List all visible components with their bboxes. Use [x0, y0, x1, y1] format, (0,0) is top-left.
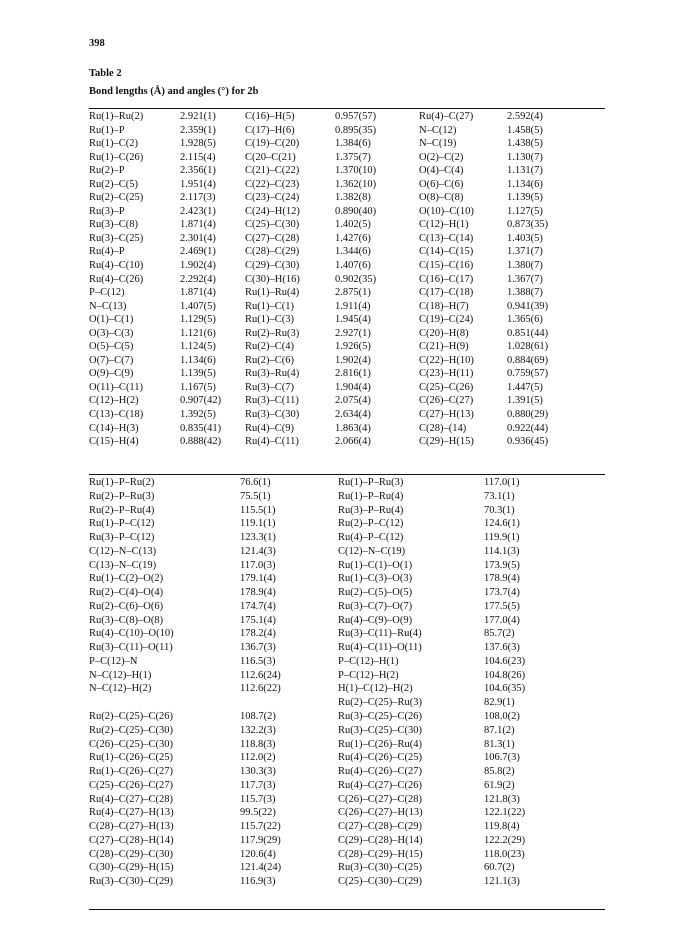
bond-label: Ru(4)–C(11)	[245, 436, 299, 448]
table-caption: Bond lengths (Å) and angles (°) for 2b	[89, 86, 259, 97]
bond-value: 104.6(23)	[484, 655, 526, 667]
bond-label: Ru(3)–C(25)–C(26)	[338, 711, 422, 723]
bond-value: 121.4(3)	[240, 545, 276, 557]
bond-label: Ru(1)–C(1)	[245, 300, 294, 312]
bond-value: 2.356(1)	[180, 165, 216, 177]
bond-value: 2.075(4)	[335, 395, 371, 407]
bond-value: 0.851(44)	[507, 327, 549, 339]
bond-value: 0.957(57)	[335, 111, 377, 122]
bond-value: 1.407(5)	[180, 300, 216, 312]
bond-value: 178.9(4)	[240, 587, 276, 599]
bond-label: C(30)–H(16)	[245, 273, 300, 285]
bond-label: O(6)–C(6)	[419, 178, 464, 190]
bond-label: Ru(4)–P	[89, 246, 125, 258]
bond-value: 121.8(3)	[484, 793, 520, 805]
bond-label: C(13)–C(18)	[89, 409, 144, 421]
page-number: 398	[89, 38, 105, 49]
bond-label: C(22)–H(10)	[419, 354, 474, 366]
bond-value: 2.592(4)	[507, 111, 543, 122]
bond-label: P–C(12)	[89, 287, 125, 299]
bond-label: Ru(1)–P–Ru(3)	[338, 477, 404, 488]
bond-value: 112.6(24)	[240, 669, 281, 681]
bond-label: P–C(12)–N	[89, 655, 138, 667]
bond-label: Ru(2)–P	[89, 165, 125, 177]
bond-value: 1.129(5)	[180, 314, 216, 326]
bond-value: 112.0(2)	[240, 752, 276, 764]
bond-value: 1.871(4)	[180, 219, 216, 231]
bond-label: Ru(3)–C(7)–O(7)	[338, 600, 413, 612]
bond-value: 2.816(1)	[335, 368, 371, 380]
bond-label: Ru(3)–C(25)	[89, 232, 144, 244]
bond-value: 175.1(4)	[240, 614, 276, 626]
bond-value: 122.2(29)	[484, 834, 526, 846]
bond-label: C(27)–H(13)	[419, 409, 474, 421]
bond-value: 87.1(2)	[484, 724, 515, 736]
bond-value: 115.5(1)	[240, 504, 276, 516]
bond-value: 1.402(5)	[335, 219, 371, 231]
bond-value: 124.6(1)	[484, 518, 520, 530]
bond-label: Ru(3)–C(30)–C(25)	[338, 862, 422, 874]
bond-label: C(29)–H(15)	[419, 436, 474, 448]
bond-value: 1.902(4)	[335, 354, 371, 366]
bond-label: C(28)–(14)	[419, 422, 467, 434]
bond-label: Ru(3)–C(11)–Ru(4)	[338, 628, 422, 640]
bond-value: 85.7(2)	[484, 628, 515, 640]
bond-label: C(19)–C(20)	[245, 138, 300, 150]
bond-label: Ru(3)–C(8)–O(8)	[89, 614, 164, 626]
bond-label: C(28)–C(29)	[245, 246, 300, 258]
bond-label: Ru(4)–C(27)–H(13)	[89, 807, 174, 819]
bond-value: 0.936(45)	[507, 436, 549, 448]
bond-label: P–C(12)–H(2)	[338, 669, 399, 681]
bond-label: Ru(1)–P–Ru(2)	[89, 477, 155, 488]
bond-value: 1.382(8)	[335, 192, 371, 204]
bond-value: 2.634(4)	[335, 409, 371, 421]
bond-value: 121.4(24)	[240, 862, 282, 874]
bond-label: C(26)–C(27)–H(13)	[338, 807, 423, 819]
bond-label: Ru(1)–P–Ru(4)	[338, 490, 404, 502]
bond-value: 0.902(35)	[335, 273, 377, 285]
bond-label: Ru(2)–C(25)	[89, 192, 144, 204]
bond-value: 104.6(35)	[484, 683, 526, 695]
bond-label: C(26)–C(27)	[419, 395, 474, 407]
bond-value: 0.888(42)	[180, 436, 222, 448]
bond-label: Ru(3)–C(11)–O(11)	[89, 642, 173, 654]
bond-value: 120.6(4)	[240, 848, 276, 860]
bond-label: C(16)–C(17)	[419, 273, 474, 285]
bond-label: C(21)–C(22)	[245, 165, 300, 177]
bond-value: 2.292(4)	[180, 273, 216, 285]
bond-label: C(20–C(21)	[245, 151, 296, 163]
bond-label: O(5)–C(5)	[89, 341, 134, 353]
bond-value: 1.365(6)	[507, 314, 543, 326]
bond-value: 99.5(22)	[240, 807, 276, 819]
bond-label: Ru(2)–C(6)	[245, 354, 294, 366]
bond-value: 117.7(3)	[240, 779, 276, 791]
bond-label: O(7)–C(7)	[89, 354, 134, 366]
bond-value: 0.907(42)	[180, 395, 222, 407]
bond-label: Ru(2)–C(5)–O(5)	[338, 587, 413, 599]
bond-value: 122.1(22)	[484, 807, 526, 819]
bond-value: 1.384(6)	[335, 138, 371, 150]
bond-label: C(18)–H(7)	[419, 300, 469, 312]
bond-label: C(28)–C(29)–H(15)	[338, 848, 423, 860]
bond-value: 0.873(35)	[507, 219, 549, 231]
bond-value: 178.2(4)	[240, 628, 276, 640]
bond-label: Ru(4)–C(10)	[89, 260, 144, 272]
bond-value: 1.028(61)	[507, 341, 549, 353]
bond-value: 1.367(7)	[507, 273, 543, 285]
bond-label: C(16)–H(5)	[245, 111, 295, 122]
bond-label: C(25)–C(30)–C(29)	[338, 876, 422, 888]
bond-label: Ru(3)–C(30)–C(29)	[89, 876, 173, 888]
bond-label: Ru(3)–C(8)	[89, 219, 138, 231]
bond-label: Ru(1)–C(1)–O(1)	[338, 559, 413, 571]
bond-value: 136.7(3)	[240, 642, 276, 654]
bond-value: 0.922(44)	[507, 422, 549, 434]
bond-value: 76.6(1)	[240, 477, 271, 488]
bond-value: 82.9(1)	[484, 697, 515, 709]
bond-label: Ru(4)–P–C(12)	[338, 532, 404, 544]
bond-label: C(25)–C(26)	[419, 381, 474, 393]
bond-value: 119.8(4)	[484, 821, 520, 833]
bond-label: Ru(1)–Ru(2)	[89, 111, 144, 122]
bond-value: 0.890(40)	[335, 205, 377, 217]
bond-value: 1.370(10)	[335, 165, 377, 177]
bond-label: C(21)–H(9)	[419, 341, 469, 353]
bond-value: 1.904(4)	[335, 381, 371, 393]
bond-label: Ru(3)–C(7)	[245, 381, 294, 393]
bond-value: 108.7(2)	[240, 711, 276, 723]
bond-value: 1.871(4)	[180, 287, 216, 299]
bond-value: 1.391(5)	[507, 395, 543, 407]
bond-label: C(14)–H(3)	[89, 422, 139, 434]
bond-value: 1.902(4)	[180, 260, 216, 272]
bond-value: 1.121(6)	[180, 327, 216, 339]
bond-value: 117.9(29)	[240, 834, 281, 846]
bond-value: 1.167(5)	[180, 381, 216, 393]
bond-label: C(25)–C(30)	[245, 219, 300, 231]
bond-value: 106.7(3)	[484, 752, 520, 764]
bond-label: Ru(1)–C(2)–O(2)	[89, 573, 164, 585]
bond-label: Ru(2)–C(5)	[89, 178, 138, 190]
bond-value: 1.131(7)	[507, 165, 543, 177]
bond-label: Ru(2)–C(6)–O(6)	[89, 600, 164, 612]
bond-label: C(12)–H(2)	[89, 395, 139, 407]
bond-label: Ru(4)–C(10)–O(10)	[89, 628, 174, 640]
bond-label: C(12)–N–C(19)	[338, 545, 406, 557]
bond-label: Ru(4)–C(27)	[419, 111, 474, 122]
bond-label: Ru(3)–C(11)	[245, 395, 299, 407]
bond-label: C(24)–H(12)	[245, 205, 300, 217]
bond-value: 123.3(1)	[240, 532, 276, 544]
bond-value: 75.5(1)	[240, 490, 271, 502]
bond-label: N–C(19)	[419, 138, 457, 150]
bond-label: Ru(4)–C(26)	[89, 273, 144, 285]
bond-value: 2.117(3)	[180, 192, 216, 204]
bond-label: C(22)–C(23)	[245, 178, 300, 190]
bond-value: 61.9(2)	[484, 779, 515, 791]
bond-label: Ru(3)–P–C(12)	[89, 532, 155, 544]
bond-value: 1.427(6)	[335, 232, 371, 244]
bond-value: 2.927(1)	[335, 327, 371, 339]
bond-value: 116.5(3)	[240, 655, 276, 667]
bond-label: Ru(4)–C(9)–O(9)	[338, 614, 413, 626]
bond-label: Ru(1)–C(26)	[89, 151, 144, 163]
bond-value: 85.8(2)	[484, 766, 515, 778]
bond-label: C(19)–C(24)	[419, 314, 474, 326]
bond-label: C(25)–C(26)–C(27)	[89, 779, 173, 791]
bond-value: 1.945(4)	[335, 314, 371, 326]
bond-label: Ru(3)–C(30)	[245, 409, 300, 421]
bond-label: Ru(3)–P–Ru(4)	[338, 504, 404, 516]
bond-label: O(11)–C(11)	[89, 381, 144, 393]
bond-value: 114.1(3)	[484, 545, 520, 557]
bond-label: C(15)–H(4)	[89, 436, 139, 448]
bond-label: C(15)–C(16)	[419, 260, 474, 272]
bond-value: 73.1(1)	[484, 490, 515, 502]
bond-label: Ru(2)–P–C(12)	[338, 518, 404, 530]
bond-label: Ru(3)–Ru(4)	[245, 368, 300, 380]
table-bottom-rule	[89, 909, 605, 910]
bond-value: 116.9(3)	[240, 876, 276, 888]
bond-label: C(29)–C(28)–H(14)	[338, 834, 423, 846]
bond-value: 1.392(5)	[180, 409, 216, 421]
table-title: Table 2	[89, 68, 122, 79]
bond-value: 0.880(29)	[507, 409, 549, 421]
bond-value: 132.2(3)	[240, 724, 276, 736]
bond-value: 1.926(5)	[335, 341, 371, 353]
bond-value: 2.066(4)	[335, 436, 371, 448]
bond-value: 137.6(3)	[484, 642, 520, 654]
bond-label: Ru(2)–C(25)–Ru(3)	[338, 697, 422, 709]
bond-value: 117.0(1)	[484, 477, 520, 488]
bond-value: 1.371(7)	[507, 246, 543, 258]
bond-value: 1.928(5)	[180, 138, 216, 150]
bond-value: 0.835(41)	[180, 422, 222, 434]
bond-label: C(12)–H(1)	[419, 219, 469, 231]
bond-label: O(9)–C(9)	[89, 368, 134, 380]
bond-value: 1.344(6)	[335, 246, 371, 258]
bond-value: 173.9(5)	[484, 559, 520, 571]
bond-value: 2.469(1)	[180, 246, 216, 258]
bond-value: 1.447(5)	[507, 381, 543, 393]
bond-value: 1.134(6)	[507, 178, 543, 190]
bond-label: C(30)–C(29)–H(15)	[89, 862, 174, 874]
table-middle-rule	[89, 474, 605, 475]
bond-label: O(8)–C(8)	[419, 192, 464, 204]
bond-value: 115.7(22)	[240, 821, 281, 833]
bond-label: C(27)–C(28)–C(29)	[338, 821, 422, 833]
bond-value: 130.3(3)	[240, 766, 276, 778]
bond-label: N–C(13)	[89, 300, 127, 312]
bond-label: O(4)–C(4)	[419, 165, 464, 177]
bond-value: 1.362(10)	[335, 178, 377, 190]
bond-value: 0.884(69)	[507, 354, 549, 366]
bond-label: Ru(4)–C(26)–C(25)	[338, 752, 422, 764]
bond-value: 1.403(5)	[507, 232, 543, 244]
bond-label: Ru(2)–P–Ru(3)	[89, 490, 155, 502]
bond-value: 0.759(57)	[507, 368, 549, 380]
bond-value: 178.9(4)	[484, 573, 520, 585]
bond-value: 1.407(6)	[335, 260, 371, 272]
bond-label: Ru(4)–C(26)–C(27)	[338, 766, 422, 778]
bond-value: 1.124(5)	[180, 341, 216, 353]
bond-value: 1.458(5)	[507, 124, 543, 136]
bond-value: 1.438(5)	[507, 138, 543, 150]
bond-label: C(13)–C(14)	[419, 232, 474, 244]
bond-value: 2.875(1)	[335, 287, 371, 299]
bond-value: 1.127(5)	[507, 205, 543, 217]
bond-value: 119.9(1)	[484, 532, 520, 544]
table-top-rule	[89, 108, 605, 109]
bond-label: Ru(2)–Ru(3)	[245, 327, 300, 339]
bond-label: Ru(1)–C(2)	[89, 138, 138, 150]
bond-label: C(17)–H(6)	[245, 124, 295, 136]
bond-label: Ru(2)–C(25)–C(30)	[89, 724, 173, 736]
bond-value: 179.1(4)	[240, 573, 276, 585]
bond-value: 1.134(6)	[180, 354, 216, 366]
bond-label: C(27)–C(28)	[245, 232, 300, 244]
bond-label: C(12)–N–C(13)	[89, 545, 157, 557]
bond-value: 2.301(4)	[180, 232, 216, 244]
bond-value: 1.375(7)	[335, 151, 371, 163]
bond-value: 1.139(5)	[180, 368, 216, 380]
bond-value: 81.3(1)	[484, 738, 515, 750]
bond-label: H(1)–C(12)–H(2)	[338, 683, 413, 695]
bond-value: 1.911(4)	[335, 300, 371, 312]
bond-value: 0.941(39)	[507, 300, 549, 312]
bond-label: O(10)–C(10)	[419, 205, 474, 217]
bond-value: 177.5(5)	[484, 600, 520, 612]
bond-label: C(13)–N–C(19)	[89, 559, 157, 571]
bond-value: 177.0(4)	[484, 614, 520, 626]
bond-value: 173.7(4)	[484, 587, 520, 599]
bond-value: 1.388(7)	[507, 287, 543, 299]
bond-value: 104.8(26)	[484, 669, 526, 681]
bond-label: P–C(12)–H(1)	[338, 655, 399, 667]
bond-label: Ru(1)–P	[89, 124, 125, 136]
bond-label: C(26)–C(27)–C(28)	[338, 793, 422, 805]
bond-label: C(14)–C(15)	[419, 246, 474, 258]
bond-label: N–C(12)	[419, 124, 457, 136]
bond-value: 1.951(4)	[180, 178, 216, 190]
bond-label: N–C(12)–H(1)	[89, 669, 152, 681]
bond-value: 112.6(22)	[240, 683, 281, 695]
bond-value: 2.921(1)	[180, 111, 216, 122]
bond-label: Ru(1)–C(26)–C(25)	[89, 752, 173, 764]
bond-label: Ru(3)–P	[89, 205, 125, 217]
bond-label: Ru(1)–C(3)	[245, 314, 294, 326]
bond-value: 1.863(4)	[335, 422, 371, 434]
bond-label: N–C(12)–H(2)	[89, 683, 152, 695]
bond-label: O(1)–C(1)	[89, 314, 134, 326]
bond-label: Ru(4)–C(9)	[245, 422, 294, 434]
bond-label: C(23)–C(24)	[245, 192, 300, 204]
bond-value: 108.0(2)	[484, 711, 520, 723]
bond-label: C(23)–H(11)	[419, 368, 474, 380]
bond-label: C(27)–C(28)–H(14)	[89, 834, 174, 846]
bond-value: 0.895(35)	[335, 124, 377, 136]
bond-value: 121.1(3)	[484, 876, 520, 888]
bond-label: Ru(1)–C(26)–C(27)	[89, 766, 173, 778]
bond-value: 60.7(2)	[484, 862, 515, 874]
bond-label: Ru(2)–C(4)	[245, 341, 294, 353]
bond-label: C(17)–C(18)	[419, 287, 474, 299]
bond-label: C(26)–C(25)–C(30)	[89, 738, 173, 750]
bond-label: Ru(1)–C(26)–Ru(4)	[338, 738, 422, 750]
bond-label: C(20)–H(8)	[419, 327, 469, 339]
bond-label: Ru(1)–C(3)–O(3)	[338, 573, 413, 585]
bond-value: 70.3(1)	[484, 504, 515, 516]
bond-label: Ru(2)–C(25)–C(26)	[89, 711, 173, 723]
bond-label: O(2)–C(2)	[419, 151, 464, 163]
bond-value: 118.8(3)	[240, 738, 276, 750]
bond-value: 115.7(3)	[240, 793, 276, 805]
bond-value: 1.380(7)	[507, 260, 543, 272]
bond-label: Ru(4)–C(27)–C(28)	[89, 793, 173, 805]
bond-value: 174.7(4)	[240, 600, 276, 612]
bond-label: O(3)–C(3)	[89, 327, 134, 339]
bond-label: Ru(3)–C(25)–C(30)	[338, 724, 422, 736]
bond-label: Ru(1)–Ru(4)	[245, 287, 300, 299]
bond-value: 2.115(4)	[180, 151, 216, 163]
bond-label: C(29)–C(30)	[245, 260, 300, 272]
bond-label: Ru(2)–C(4)–O(4)	[89, 587, 164, 599]
bond-label: Ru(1)–P–C(12)	[89, 518, 155, 530]
bond-label: C(28)–C(27)–H(13)	[89, 821, 174, 833]
bond-value: 2.423(1)	[180, 205, 216, 217]
bond-value: 1.139(5)	[507, 192, 543, 204]
bond-value: 119.1(1)	[240, 518, 276, 530]
bond-value: 1.130(7)	[507, 151, 543, 163]
bond-label: Ru(2)–P–Ru(4)	[89, 504, 155, 516]
bond-value: 118.0(23)	[484, 848, 525, 860]
bond-label: Ru(4)–C(27)–C(26)	[338, 779, 422, 791]
bond-value: 117.0(3)	[240, 559, 276, 571]
bond-value: 2.359(1)	[180, 124, 216, 136]
bond-label: C(28)–C(29)–C(30)	[89, 848, 173, 860]
bond-label: Ru(4)–C(11)–O(11)	[338, 642, 422, 654]
